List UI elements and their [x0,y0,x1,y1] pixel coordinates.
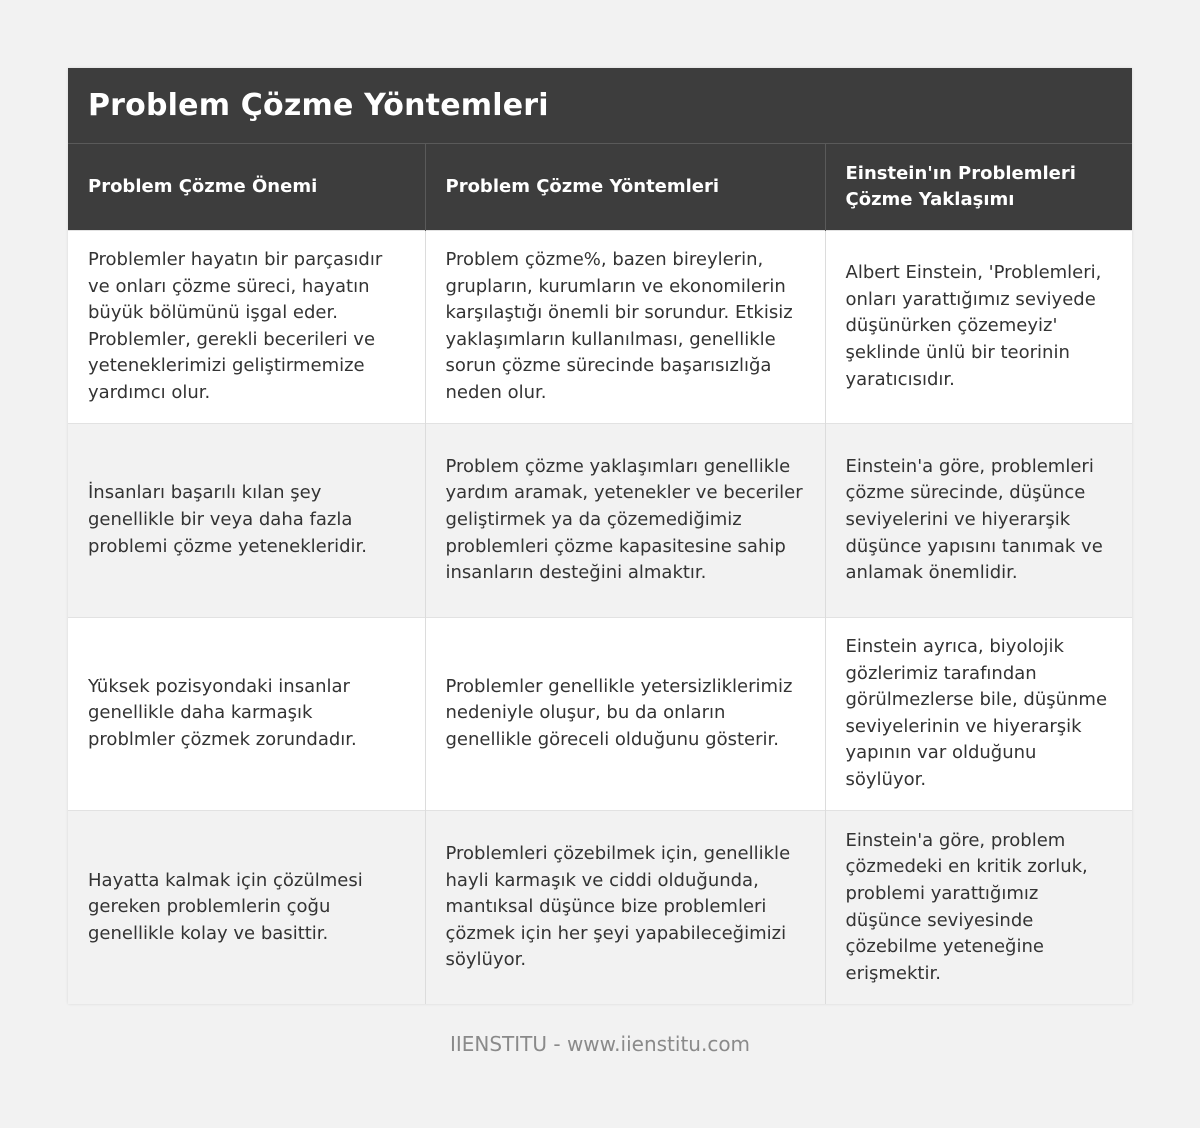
methods-table [68,144,1132,1004]
table-cell: Problemleri çözebilmek için, genellikle hayli karmaşık ve ciddi olduğunda, mantıksal düşünce bize problemleri çözmek için her şeyi yapabileceğimizi söylüyor. [425,811,825,1005]
table-cell: Einstein'a göre, problem çözmedeki en kritik zorluk, problemi yarattığımız düşünce seviyesinde çözebilme yeteneğine erişmektir. [825,811,1132,1005]
content-card [68,68,1132,1004]
table-cell: Problem çözme yaklaşımları genellikle yardım aramak, yetenekler ve beceriler geliştirmek ya da çözemediğimiz problemleri çözme kapasitesine sahip insanların desteğini almaktır. [425,424,825,618]
column-header: Einstein'ın Problemleri Çözme Yaklaşımı [825,144,1132,230]
table-row [68,617,1132,811]
page-title: Problem Çözme Yöntemleri [88,88,549,123]
table-row [68,230,1132,424]
table-cell: Hayatta kalmak için çözülmesi gereken problemlerin çoğu genellikle kolay ve basittir. [68,811,425,1005]
table-row [68,424,1132,618]
table-cell: Problemler hayatın bir parçasıdır ve onları çözme süreci, hayatın büyük bölümünü işgal eder. Problemler, gerekli becerileri ve yeteneklerimizi geliştirmemize yardımcı olur. [68,230,425,424]
table-cell: Einstein ayrıca, biyolojik gözlerimiz tarafından görülmezlerse bile, düşünme seviyelerinin ve hiyerarşik yapının var olduğunu söylüyor. [825,617,1132,811]
column-header: Problem Çözme Yöntemleri [425,144,825,230]
table-cell: Einstein'a göre, problemleri çözme sürecinde, düşünce seviyelerini ve hiyerarşik düşünce yapısını tanımak ve anlamak önemlidir. [825,424,1132,618]
table-cell: Albert Einstein, 'Problemleri, onları yarattığımız seviyede düşünürken çözemeyiz' şeklinde ünlü bir teorinin yaratıcısıdır. [825,230,1132,424]
table-cell: İnsanları başarılı kılan şey genellikle bir veya daha fazla problemi çözme yetenekleridir. [68,424,425,618]
title-bar [68,68,1132,144]
table-cell: Yüksek pozisyondaki insanlar genellikle daha karmaşık problmler çözmek zorundadır. [68,617,425,811]
table-cell: Problem çözme%, bazen bireylerin, grupların, kurumların ve ekonomilerin karşılaştığı önemli bir sorundur. Etkisiz yaklaşımların kullanılması, genellikle sorun çözme sürecinde başarısızlığa neden olur. [425,230,825,424]
table-row [68,811,1132,1005]
footer-credit: IIENSTITU - www.iienstitu.com [449,1032,751,1056]
table-cell: Problemler genellikle yetersizliklerimiz nedeniyle oluşur, bu da onların genellikle göreceli olduğunu gösterir. [425,617,825,811]
column-header: Problem Çözme Önemi [68,144,425,230]
table-header-row [68,144,1132,230]
